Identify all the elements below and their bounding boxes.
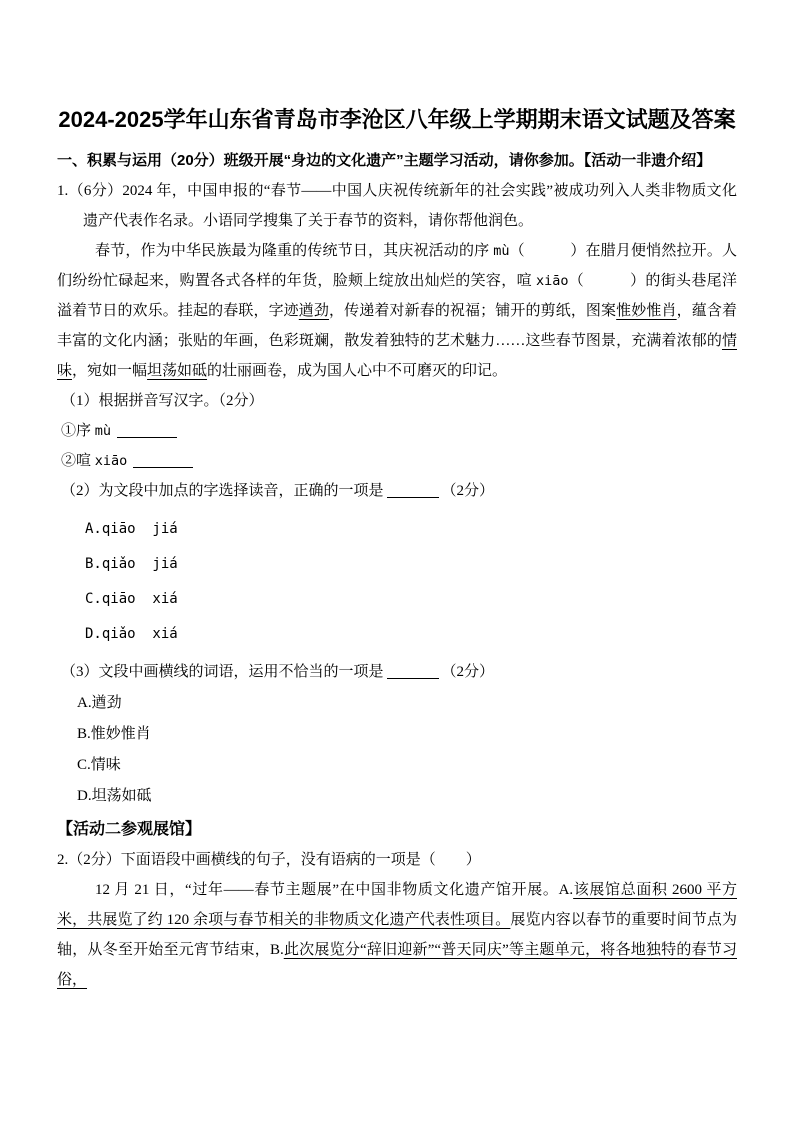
section-1-heading: 一、积累与运用（20分）班级开展“身边的文化遗产”主题学习活动，请你参加。【活动一非遗介绍】 xyxy=(57,152,712,169)
passage-text: 展览内容以春节的重要时间节点为轴，从冬至开始至元宵节结束，B. xyxy=(57,912,737,958)
passage-text: 的壮丽画卷，成为国人心中不可磨灭的印记。 xyxy=(207,363,508,379)
item-text: ①序 xyxy=(61,423,95,439)
pinyin-xiao: xiāo xyxy=(535,273,569,289)
q1-sub2-option-c: C.qiāo xiá xyxy=(85,591,178,607)
q1-sub2-points: （2分） xyxy=(441,483,495,499)
answer-blank xyxy=(133,451,193,468)
underlined-word-weimiaoweixiao: 惟妙惟肖 xyxy=(616,303,677,319)
q1-sub2-label-line xyxy=(57,476,737,506)
passage-text: （ ）的街头巷尾洋溢着节日的欢乐。挂起的春联，字迹 xyxy=(57,273,737,319)
q1-sub3-option-c: C.情味 xyxy=(77,757,121,773)
q1-sub3-label-line xyxy=(57,657,737,687)
answer-blank xyxy=(387,662,439,679)
question-1-passage xyxy=(57,236,737,386)
q1-sub2-option-b: B.qiǎo jiá xyxy=(85,556,178,572)
q1-sub3-option-d: D.坦荡如砥 xyxy=(77,788,152,804)
passage-text: 12 月 21 日，“过年——春节主题展”在中国非物质文化遗产馆开展。A. xyxy=(95,882,574,898)
answer-blank xyxy=(387,481,439,498)
q1-sub3-option-a: A.遒劲 xyxy=(77,695,122,711)
item-text: ②喧 xyxy=(61,453,95,469)
q1-sub1-label: （1）根据拼音写汉字。（2分） xyxy=(61,393,264,409)
pinyin-mu: mù xyxy=(94,423,112,439)
q1-sub2-option-a: A.qiāo jiá xyxy=(85,521,178,537)
section-2-heading: 【活动二参观展馆】 xyxy=(57,821,202,838)
q1-sub2-option-d: D.qiǎo xiá xyxy=(85,626,178,642)
passage-text: 春节，作为中华民族最为隆重的传统节日，其庆祝活动的序 xyxy=(95,243,494,259)
question-1-intro: 1.（6分）2024 年，中国申报的“春节——中国人庆祝传统新年的社会实践”被成功列入人类非物质文化遗产代表作名录。小语同学搜集了关于春节的资料，请你帮他润色。 xyxy=(57,183,737,229)
q1-sub1-item-2 xyxy=(57,446,737,476)
passage-text: ，宛如一幅 xyxy=(72,363,148,379)
pinyin-mu: mù xyxy=(493,243,510,259)
question-2-intro: 2.（2分）下面语段中画横线的句子，没有语病的一项是（ ） xyxy=(57,852,481,868)
passage-text: ，传递着对新春的祝福；铺开的剪纸，图案 xyxy=(329,303,617,319)
underlined-sentence-b: 此次展览分“辞旧迎新”“普天同庆”等主题单元，将各地独特的春节习俗， xyxy=(57,942,737,988)
q1-sub3-option-b: B.惟妙惟肖 xyxy=(77,726,151,742)
passage-text: ，蕴含着丰富的文化内涵；张贴的年画，色彩斑斓，散发着独特的艺术魅力……这些春节图景，充满着浓郁的 xyxy=(57,303,737,349)
q1-sub1-item-1 xyxy=(57,416,737,446)
underlined-sentence-a: 该展馆总面积 2600 平方米，共展览了约 120 余项与春节相关的非物质文化遗产代表性项目。 xyxy=(57,882,737,928)
q1-sub3-label: （3）文段中画横线的词语，运用不恰当的一项是 xyxy=(61,664,384,680)
page-title: 2024-2025学年山东省青岛市李沧区八年级上学期期末语文试题及答案 xyxy=(58,107,736,132)
underlined-word-qiujin: 遒劲 xyxy=(298,303,330,319)
underlined-word-tandangrudi: 坦荡如砥 xyxy=(147,363,208,379)
question-2-passage xyxy=(57,875,737,995)
passage-text: （ ）在腊月便悄然拉开。人们纷纷忙碌起来，购置各式各样的年货，脸颊上绽放出灿烂的笑容，喧 xyxy=(57,243,737,289)
underlined-word-qingwei: 情味 xyxy=(57,333,737,379)
q1-sub2-label: （2）为文段中加点的字选择读音，正确的一项是 xyxy=(61,483,384,499)
pinyin-xiao: xiāo xyxy=(94,453,128,469)
q1-sub3-points: （2分） xyxy=(441,664,495,680)
answer-blank xyxy=(117,421,177,438)
